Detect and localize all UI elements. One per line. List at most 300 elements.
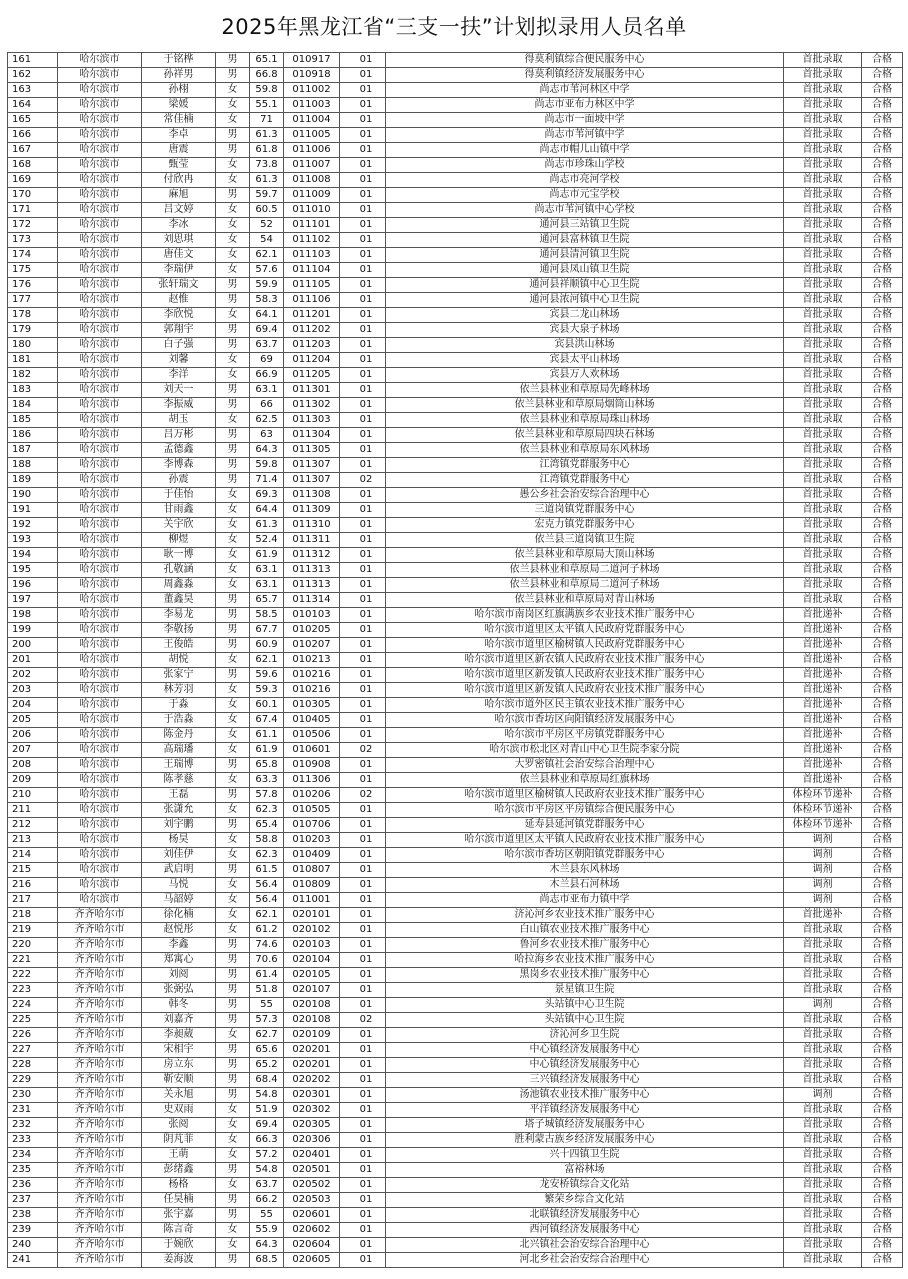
name-cell: 林芳羽 [142, 683, 216, 698]
idx-cell: 238 [8, 1208, 58, 1223]
batch-cell: 01 [340, 428, 386, 443]
table-row [8, 1208, 903, 1223]
name-cell: 徐化楠 [142, 908, 216, 923]
table-row [8, 83, 903, 98]
city-cell: 哈尔滨市 [58, 608, 142, 623]
gender-cell: 男 [216, 818, 250, 833]
idx-cell: 221 [8, 953, 58, 968]
table-row [8, 923, 903, 938]
name-cell: 史双雨 [142, 1103, 216, 1118]
gender-cell: 女 [216, 1028, 250, 1043]
score-cell: 61.9 [250, 743, 284, 758]
table-row [8, 683, 903, 698]
status-cell: 首批递补 [784, 728, 862, 743]
unit-cell: 通河县三站镇卫生院 [386, 218, 784, 233]
idx-cell: 162 [8, 68, 58, 83]
position-code-cell: 020306 [284, 1133, 340, 1148]
table-row [8, 143, 903, 158]
gender-cell: 女 [216, 563, 250, 578]
idx-cell: 239 [8, 1223, 58, 1238]
score-cell: 63.1 [250, 578, 284, 593]
unit-cell: 繁荣乡综合文化站 [386, 1193, 784, 1208]
status-cell: 首批录取 [784, 938, 862, 953]
batch-cell: 01 [340, 323, 386, 338]
unit-cell: 北联镇经济发展服务中心 [386, 1208, 784, 1223]
batch-cell: 01 [340, 998, 386, 1013]
batch-cell: 02 [340, 473, 386, 488]
city-cell: 哈尔滨市 [58, 53, 142, 68]
city-cell: 哈尔滨市 [58, 578, 142, 593]
city-cell: 哈尔滨市 [58, 653, 142, 668]
gender-cell: 男 [216, 758, 250, 773]
table-row [8, 1238, 903, 1253]
result-cell: 合格 [862, 653, 903, 668]
gender-cell: 男 [216, 68, 250, 83]
result-cell: 合格 [862, 248, 903, 263]
status-cell: 首批录取 [784, 563, 862, 578]
city-cell: 哈尔滨市 [58, 128, 142, 143]
position-code-cell: 010917 [284, 53, 340, 68]
unit-cell: 依兰县林业和草原局红旗林场 [386, 773, 784, 788]
status-cell: 首批录取 [784, 548, 862, 563]
position-code-cell: 011007 [284, 158, 340, 173]
score-cell: 62.5 [250, 413, 284, 428]
batch-cell: 01 [340, 443, 386, 458]
batch-cell: 01 [340, 758, 386, 773]
score-cell: 73.8 [250, 158, 284, 173]
city-cell: 哈尔滨市 [58, 548, 142, 563]
score-cell: 65.4 [250, 818, 284, 833]
unit-cell: 西河镇经济发展服务中心 [386, 1223, 784, 1238]
table-row [8, 278, 903, 293]
name-cell: 杨格 [142, 1178, 216, 1193]
result-cell: 合格 [862, 803, 903, 818]
gender-cell: 女 [216, 1223, 250, 1238]
unit-cell: 头站镇中心卫生院 [386, 1013, 784, 1028]
gender-cell: 男 [216, 428, 250, 443]
result-cell: 合格 [862, 1118, 903, 1133]
position-code-cell: 010205 [284, 623, 340, 638]
unit-cell: 河北乡社会治安综合治理中心 [386, 1253, 784, 1268]
status-cell: 首批录取 [784, 578, 862, 593]
table-row [8, 788, 903, 803]
title-row [0, 0, 908, 52]
name-cell: 陈言奇 [142, 1223, 216, 1238]
city-cell: 齐齐哈尔市 [58, 1223, 142, 1238]
position-code-cell: 011203 [284, 338, 340, 353]
result-cell: 合格 [862, 1103, 903, 1118]
city-cell: 哈尔滨市 [58, 338, 142, 353]
city-cell: 哈尔滨市 [58, 398, 142, 413]
idx-cell: 202 [8, 668, 58, 683]
score-cell: 58.8 [250, 833, 284, 848]
name-cell: 于淼 [142, 698, 216, 713]
table-row [8, 578, 903, 593]
name-cell: 阴芃菲 [142, 1133, 216, 1148]
idx-cell: 178 [8, 308, 58, 323]
name-cell: 李洋 [142, 368, 216, 383]
name-cell: 张家宁 [142, 668, 216, 683]
idx-cell: 196 [8, 578, 58, 593]
unit-cell: 哈拉海乡农业技术推广服务中心 [386, 953, 784, 968]
city-cell: 哈尔滨市 [58, 758, 142, 773]
table-row [8, 293, 903, 308]
idx-cell: 182 [8, 368, 58, 383]
batch-cell: 01 [340, 218, 386, 233]
name-cell: 孔敬涵 [142, 563, 216, 578]
score-cell: 62.1 [250, 248, 284, 263]
batch-cell: 01 [340, 233, 386, 248]
status-cell: 首批录取 [784, 1133, 862, 1148]
result-cell: 合格 [862, 818, 903, 833]
gender-cell: 女 [216, 233, 250, 248]
score-cell: 65.8 [250, 758, 284, 773]
idx-cell: 186 [8, 428, 58, 443]
status-cell: 首批录取 [784, 1163, 862, 1178]
status-cell: 调剂 [784, 878, 862, 893]
table-row [8, 593, 903, 608]
score-cell: 61.3 [250, 128, 284, 143]
table-row [8, 53, 903, 68]
position-code-cell: 010601 [284, 743, 340, 758]
batch-cell: 01 [340, 1193, 386, 1208]
name-cell: 胡玉 [142, 413, 216, 428]
city-cell: 齐齐哈尔市 [58, 1028, 142, 1043]
status-cell: 首批递补 [784, 653, 862, 668]
table-row [8, 713, 903, 728]
name-cell: 李博森 [142, 458, 216, 473]
page-title: 2025年黑龙江省“三支一扶”计划拟录用人员名单 [221, 15, 687, 39]
city-cell: 齐齐哈尔市 [58, 1253, 142, 1268]
result-cell: 合格 [862, 53, 903, 68]
city-cell: 齐齐哈尔市 [58, 983, 142, 998]
gender-cell: 女 [216, 488, 250, 503]
name-cell: 李易龙 [142, 608, 216, 623]
unit-cell: 尚志市亚布力林区中学 [386, 98, 784, 113]
unit-cell: 中心镇经济发展服务中心 [386, 1043, 784, 1058]
result-cell: 合格 [862, 998, 903, 1013]
unit-cell: 哈尔滨市道里区新发镇人民政府农业技术推广服务中心 [386, 668, 784, 683]
position-code-cell: 011004 [284, 113, 340, 128]
idx-cell: 189 [8, 473, 58, 488]
city-cell: 齐齐哈尔市 [58, 1103, 142, 1118]
batch-cell: 01 [340, 728, 386, 743]
batch-cell: 01 [340, 548, 386, 563]
position-code-cell: 020604 [284, 1238, 340, 1253]
score-cell: 59.3 [250, 683, 284, 698]
score-cell: 61.3 [250, 173, 284, 188]
table-row [8, 938, 903, 953]
score-cell: 61.5 [250, 863, 284, 878]
score-cell: 60.5 [250, 203, 284, 218]
status-cell: 首批录取 [784, 443, 862, 458]
gender-cell: 女 [216, 1133, 250, 1148]
result-cell: 合格 [862, 863, 903, 878]
unit-cell: 济沁河乡卫生院 [386, 1028, 784, 1043]
idx-cell: 231 [8, 1103, 58, 1118]
name-cell: 马悦 [142, 878, 216, 893]
status-cell: 首批录取 [784, 518, 862, 533]
table-row [8, 563, 903, 578]
score-cell: 67.7 [250, 623, 284, 638]
score-cell: 61.3 [250, 518, 284, 533]
status-cell: 首批录取 [784, 1058, 862, 1073]
score-cell: 61.9 [250, 548, 284, 563]
table-row [8, 623, 903, 638]
unit-cell: 汤池镇农业技术推广服务中心 [386, 1088, 784, 1103]
batch-cell: 01 [340, 1028, 386, 1043]
idx-cell: 225 [8, 1013, 58, 1028]
position-code-cell: 011312 [284, 548, 340, 563]
position-code-cell: 020503 [284, 1193, 340, 1208]
name-cell: 房立东 [142, 1058, 216, 1073]
name-cell: 刘馨 [142, 353, 216, 368]
idx-cell: 167 [8, 143, 58, 158]
batch-cell: 01 [340, 143, 386, 158]
idx-cell: 172 [8, 218, 58, 233]
city-cell: 哈尔滨市 [58, 818, 142, 833]
unit-cell: 宾县大泉子林场 [386, 323, 784, 338]
idx-cell: 232 [8, 1118, 58, 1133]
gender-cell: 女 [216, 503, 250, 518]
table-row [8, 218, 903, 233]
batch-cell: 01 [340, 863, 386, 878]
city-cell: 哈尔滨市 [58, 383, 142, 398]
position-code-cell: 011008 [284, 173, 340, 188]
city-cell: 哈尔滨市 [58, 593, 142, 608]
unit-cell: 宾县二龙山林场 [386, 308, 784, 323]
idx-cell: 217 [8, 893, 58, 908]
name-cell: 刘佳伊 [142, 848, 216, 863]
gender-cell: 男 [216, 968, 250, 983]
table-row [8, 803, 903, 818]
position-code-cell: 011005 [284, 128, 340, 143]
result-cell: 合格 [862, 158, 903, 173]
unit-cell: 通河县凤山镇卫生院 [386, 263, 784, 278]
gender-cell: 女 [216, 1238, 250, 1253]
batch-cell: 01 [340, 248, 386, 263]
position-code-cell: 010809 [284, 878, 340, 893]
name-cell: 刘宇鹏 [142, 818, 216, 833]
status-cell: 首批录取 [784, 1193, 862, 1208]
city-cell: 哈尔滨市 [58, 308, 142, 323]
gender-cell: 女 [216, 218, 250, 233]
result-cell: 合格 [862, 1013, 903, 1028]
table-row [8, 398, 903, 413]
gender-cell: 男 [216, 383, 250, 398]
unit-cell: 依兰县三道岗镇卫生院 [386, 533, 784, 548]
batch-cell: 01 [340, 623, 386, 638]
position-code-cell: 010409 [284, 848, 340, 863]
city-cell: 齐齐哈尔市 [58, 1238, 142, 1253]
position-code-cell: 011307 [284, 458, 340, 473]
status-cell: 首批录取 [784, 248, 862, 263]
idx-cell: 227 [8, 1043, 58, 1058]
gender-cell: 女 [216, 578, 250, 593]
result-cell: 合格 [862, 1178, 903, 1193]
idx-cell: 234 [8, 1148, 58, 1163]
position-code-cell: 011313 [284, 563, 340, 578]
status-cell: 首批录取 [784, 1178, 862, 1193]
batch-cell: 01 [340, 293, 386, 308]
result-cell: 合格 [862, 113, 903, 128]
batch-cell: 01 [340, 98, 386, 113]
score-cell: 66.2 [250, 1193, 284, 1208]
result-cell: 合格 [862, 473, 903, 488]
gender-cell: 女 [216, 203, 250, 218]
score-cell: 61.1 [250, 728, 284, 743]
batch-cell: 01 [340, 458, 386, 473]
position-code-cell: 010103 [284, 608, 340, 623]
position-code-cell: 020102 [284, 923, 340, 938]
name-cell: 张阅 [142, 1118, 216, 1133]
city-cell: 哈尔滨市 [58, 848, 142, 863]
city-cell: 哈尔滨市 [58, 293, 142, 308]
position-code-cell: 011204 [284, 353, 340, 368]
name-cell: 唐佳文 [142, 248, 216, 263]
score-cell: 60.1 [250, 698, 284, 713]
city-cell: 哈尔滨市 [58, 113, 142, 128]
unit-cell: 通河县富林镇卫生院 [386, 233, 784, 248]
result-cell: 合格 [862, 773, 903, 788]
idx-cell: 173 [8, 233, 58, 248]
result-cell: 合格 [862, 1238, 903, 1253]
name-cell: 李卓 [142, 128, 216, 143]
city-cell: 哈尔滨市 [58, 713, 142, 728]
name-cell: 陈金丹 [142, 728, 216, 743]
score-cell: 55 [250, 1208, 284, 1223]
status-cell: 首批录取 [784, 173, 862, 188]
result-cell: 合格 [862, 83, 903, 98]
unit-cell: 尚志市亚布力镇中学 [386, 893, 784, 908]
table-row [8, 188, 903, 203]
name-cell: 刘思琪 [142, 233, 216, 248]
gender-cell: 女 [216, 248, 250, 263]
batch-cell: 01 [340, 368, 386, 383]
score-cell: 62.3 [250, 803, 284, 818]
idx-cell: 209 [8, 773, 58, 788]
batch-cell: 01 [340, 113, 386, 128]
position-code-cell: 011003 [284, 98, 340, 113]
batch-cell: 01 [340, 83, 386, 98]
position-code-cell: 011309 [284, 503, 340, 518]
batch-cell: 01 [340, 698, 386, 713]
unit-cell: 依兰县林业和草原局二道河子林场 [386, 578, 784, 593]
table-row [8, 518, 903, 533]
score-cell: 66.8 [250, 68, 284, 83]
city-cell: 齐齐哈尔市 [58, 1013, 142, 1028]
result-cell: 合格 [862, 263, 903, 278]
gender-cell: 女 [216, 158, 250, 173]
gender-cell: 女 [216, 83, 250, 98]
score-cell: 66.3 [250, 1133, 284, 1148]
table-row [8, 743, 903, 758]
table-row [8, 413, 903, 428]
score-cell: 51.8 [250, 983, 284, 998]
status-cell: 首批录取 [784, 368, 862, 383]
name-cell: 郭翔宇 [142, 323, 216, 338]
name-cell: 甄莹 [142, 158, 216, 173]
score-cell: 63.7 [250, 1178, 284, 1193]
unit-cell: 宾县太平山林场 [386, 353, 784, 368]
unit-cell: 哈尔滨市道里区新发镇人民政府农业技术推广服务中心 [386, 683, 784, 698]
score-cell: 63 [250, 428, 284, 443]
batch-cell: 01 [340, 1118, 386, 1133]
city-cell: 哈尔滨市 [58, 833, 142, 848]
score-cell: 64.3 [250, 1238, 284, 1253]
unit-cell: 尚志市一面坡中学 [386, 113, 784, 128]
idx-cell: 188 [8, 458, 58, 473]
position-code-cell: 011009 [284, 188, 340, 203]
result-cell: 合格 [862, 548, 903, 563]
city-cell: 哈尔滨市 [58, 473, 142, 488]
score-cell: 58.3 [250, 293, 284, 308]
position-code-cell: 020107 [284, 983, 340, 998]
table-row [8, 1133, 903, 1148]
batch-cell: 01 [340, 1103, 386, 1118]
score-cell: 62.3 [250, 848, 284, 863]
table-row [8, 1118, 903, 1133]
unit-cell: 哈尔滨市道里区太平镇人民政府农业技术推广服务中心 [386, 833, 784, 848]
idx-cell: 170 [8, 188, 58, 203]
status-cell: 首批录取 [784, 278, 862, 293]
batch-cell: 01 [340, 638, 386, 653]
result-cell: 合格 [862, 788, 903, 803]
city-cell: 哈尔滨市 [58, 443, 142, 458]
unit-cell: 白山镇农业技术推广服务中心 [386, 923, 784, 938]
status-cell: 首批录取 [784, 218, 862, 233]
idx-cell: 207 [8, 743, 58, 758]
table-row [8, 263, 903, 278]
gender-cell: 女 [216, 893, 250, 908]
result-cell: 合格 [862, 713, 903, 728]
score-cell: 55 [250, 998, 284, 1013]
idx-cell: 224 [8, 998, 58, 1013]
result-cell: 合格 [862, 893, 903, 908]
score-cell: 60.9 [250, 638, 284, 653]
result-cell: 合格 [862, 1073, 903, 1088]
table-row [8, 863, 903, 878]
result-cell: 合格 [862, 698, 903, 713]
city-cell: 齐齐哈尔市 [58, 1193, 142, 1208]
idx-cell: 195 [8, 563, 58, 578]
batch-cell: 01 [340, 503, 386, 518]
score-cell: 56.4 [250, 878, 284, 893]
gender-cell: 女 [216, 878, 250, 893]
idx-cell: 169 [8, 173, 58, 188]
city-cell: 哈尔滨市 [58, 458, 142, 473]
table-row [8, 1103, 903, 1118]
status-cell: 首批录取 [784, 593, 862, 608]
name-cell: 孙栩 [142, 83, 216, 98]
score-cell: 57.2 [250, 1148, 284, 1163]
unit-cell: 依兰县林业和草原局大顶山林场 [386, 548, 784, 563]
name-cell: 李敬扬 [142, 623, 216, 638]
status-cell: 首批录取 [784, 1223, 862, 1238]
idx-cell: 199 [8, 623, 58, 638]
table-row [8, 773, 903, 788]
result-cell: 合格 [862, 578, 903, 593]
position-code-cell: 010908 [284, 758, 340, 773]
gender-cell: 男 [216, 983, 250, 998]
result-cell: 合格 [862, 128, 903, 143]
status-cell: 首批录取 [784, 308, 862, 323]
batch-cell: 01 [340, 908, 386, 923]
result-cell: 合格 [862, 188, 903, 203]
idx-cell: 176 [8, 278, 58, 293]
result-cell: 合格 [862, 938, 903, 953]
unit-cell: 宾县洪山林场 [386, 338, 784, 353]
